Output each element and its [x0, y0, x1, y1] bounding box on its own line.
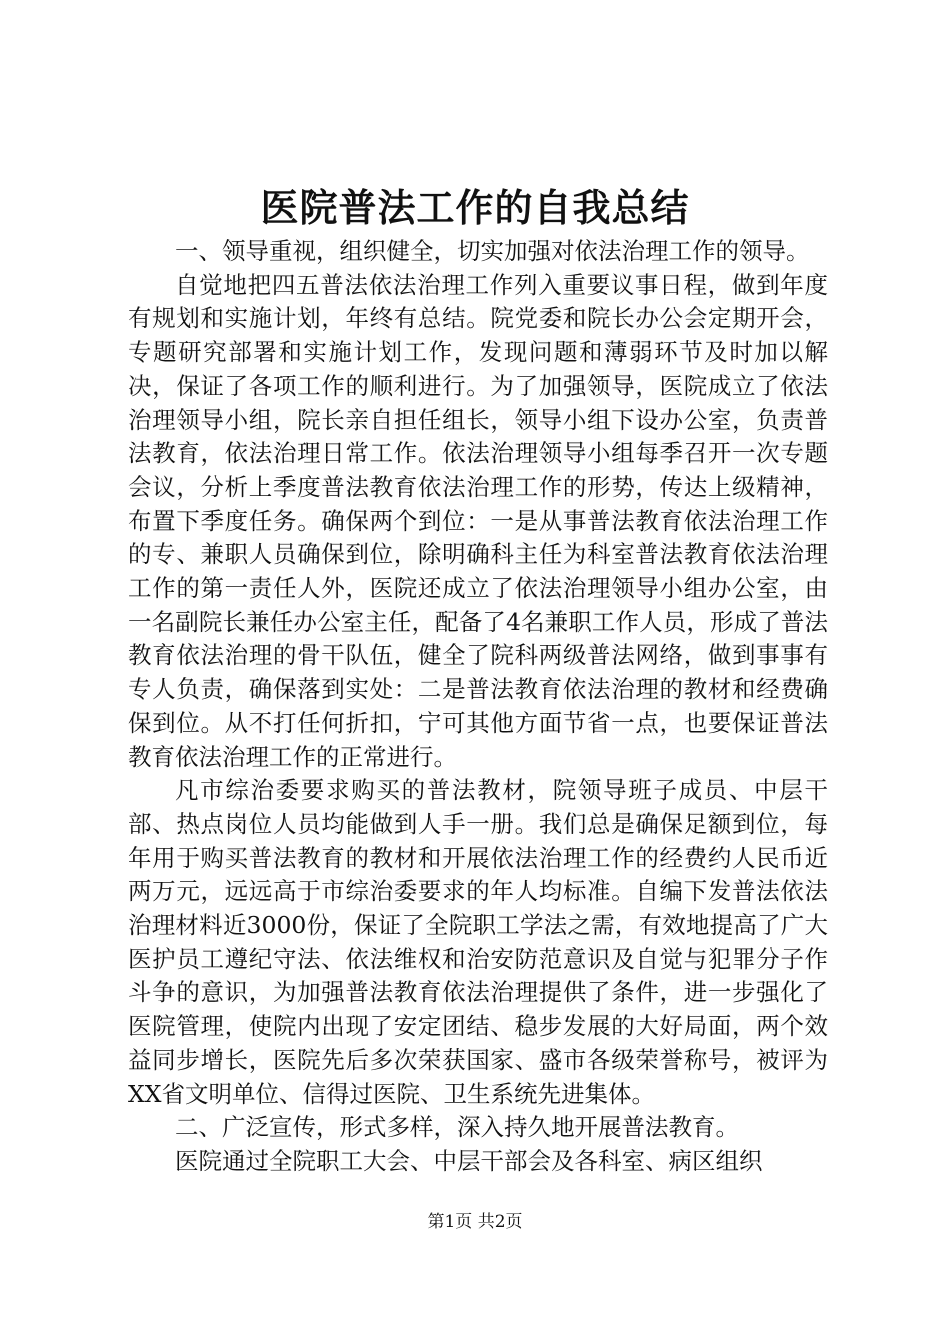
body-paragraph: 自觉地把四五普法依法治理工作列入重要议事日程，做到年度有规划和实施计划，年终有总结。院党委和院长办公会定期开会，专题研究部署和实施计划工作，发现问题和薄弱环节及时加以解决，保证了各项工作的顺利进行。为了加强领导，医院成立了依法治理领导小组，院长亲自担任组长，领导小组下设办公室，负责普法教育，依法治理日常工作。依法治理领导小组每季召开一次专题会议，分析上季度普法教育依法治理工作的形势，传达上级精神，布置下季度任务。确保两个到位：一是从事普法教育依法治理工作的专、兼职人员确保到位，除明确科主任为科室普法教育依法治理工作的第一责任人外，医院还成立了依法治理领导小组办公室，由一名副院长兼任办公室主任，配备了4名兼职工作人员，形成了普法教育依法治理的骨干队伍，健全了院科两级普法网络，做到事事有专人负责，确保落到实处：二是普法教育依法治理的教材和经费确保到位。从不打任何折扣，宁可其他方面节省一点，也要保证普法教育依法治理工作的正常进行。	[128, 270, 828, 771]
section-heading: 二、广泛宣传，形式多样，深入持久地开展普法教育。	[175, 1113, 739, 1142]
body-paragraph: 凡市综治委要求购买的普法教材，院领导班子成员、中层干部、热点岗位人员均能做到人手一册。我们总是确保足额到位，每年用于购买普法教育的教材和开展依法治理工作的经费约人民币近两万元，远远高于市综治委要求的年人均标准。自编下发普法依法治理材料近3000份，保证了全院职工学法之需，有效地提高了广大医护员工遵纪守法、依法维权和治安防范意识及自觉与犯罪分子作斗争的意识，为加强普法教育依法治理提供了条件，进一步强化了医院管理，使院内出现了安定团结、稳步发展的大好局面，两个效益同步增长，医院先后多次荣获国家、盛市各级荣誉称号，被评为XX省文明单位、信得过医院、卫生系统先进集体。	[128, 776, 828, 1108]
section-heading: 一、领导重视，组织健全，切实加强对依法治理工作的领导。	[175, 237, 810, 265]
page-number-footer: 第1页 共2页	[427, 1212, 523, 1232]
document-body	[128, 235, 828, 1179]
body-paragraph: 医院通过全院职工大会、中层干部会及各科室、病区组织	[175, 1146, 763, 1175]
document-title: 医院普法工作的自我总结	[260, 185, 690, 230]
